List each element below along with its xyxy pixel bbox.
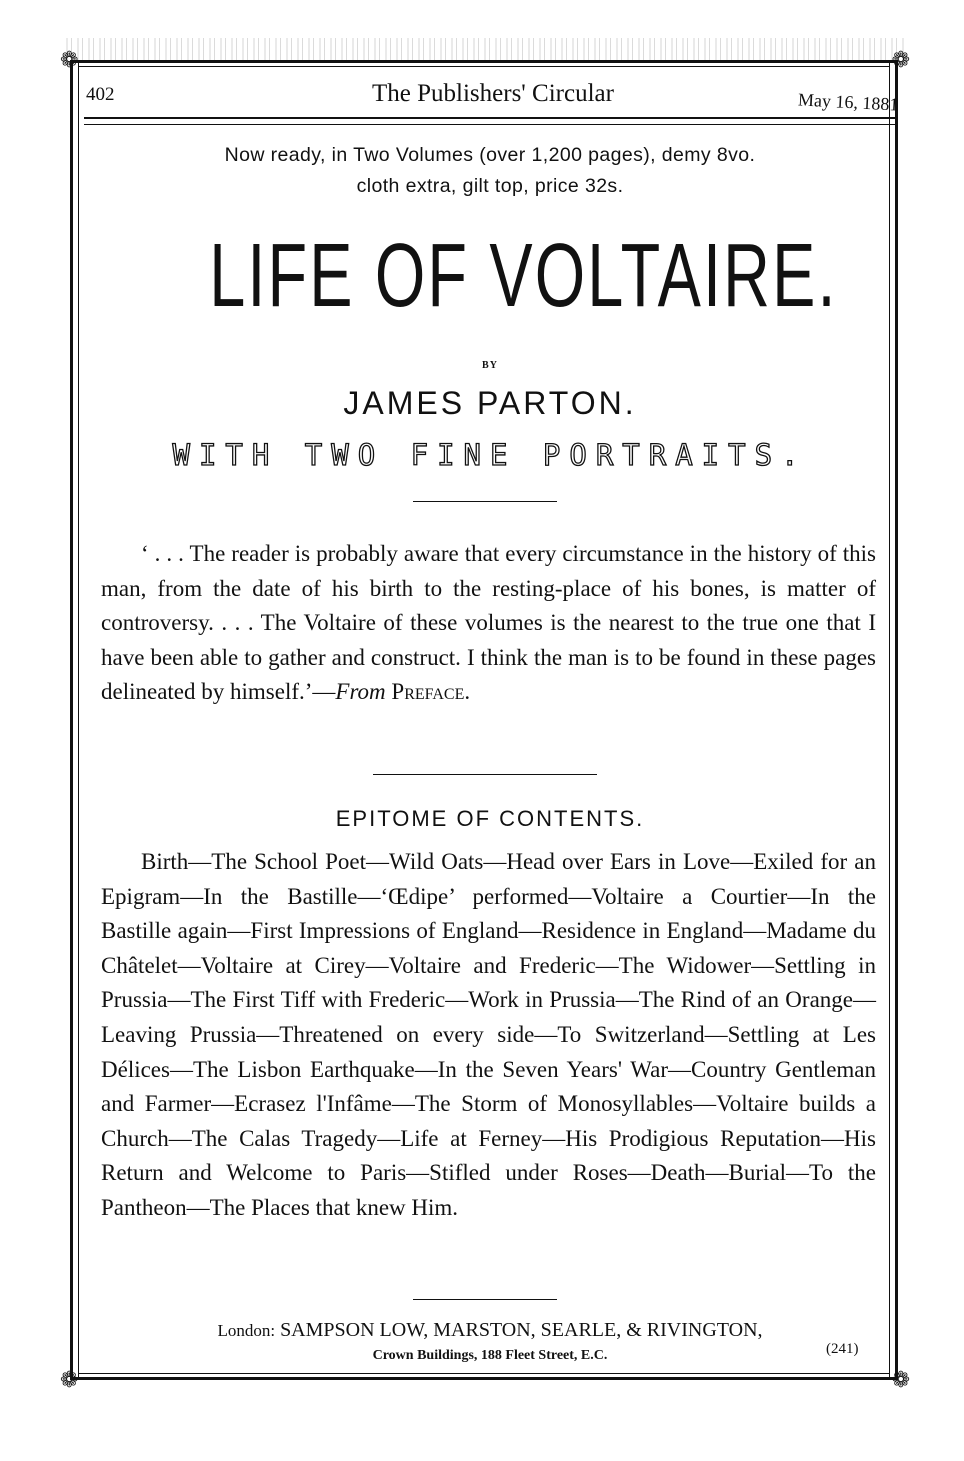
portraits-subtitle: WITH TWO FINE PORTRAITS. bbox=[172, 438, 808, 472]
advert-code: (241) bbox=[826, 1341, 859, 1357]
fleuron-icon: ❁ bbox=[891, 1368, 910, 1393]
page-number: 402 bbox=[86, 84, 115, 105]
divider bbox=[373, 774, 597, 775]
journal-title: The Publishers' Circular bbox=[372, 80, 614, 107]
publisher-label: London: bbox=[217, 1321, 276, 1340]
divider bbox=[413, 501, 557, 502]
fleuron-icon: ❁ bbox=[891, 48, 910, 73]
by-line: BY bbox=[482, 360, 498, 371]
issue-date: May 16, 1881 bbox=[797, 89, 899, 115]
header-rule bbox=[84, 117, 896, 119]
contents-text: Birth—The School Poet—Wild Oats—Head over Ears in Love—Exiled for an Epigram—In the Bastille—‘Œdipe’ performed—Voltaire a Courtier—In the Bastille again—First Impressions of England—Residence in England—Madame du Châtelet—Voltaire at Cirey—Voltaire and Frederic—The Widower—Settling in Prussia—The First Tiff with Frederic—Work in Prussia—The Rind of an Orange—Leaving Prussia—Threatened on every side—To Switzerland—Settling at Les Délices—The Lisbon Earthquake—In the Seven Years' War—Country Gentleman and Farmer—Ecrasez l'Infâme—The Storm of Monosyllables—Voltaire builds a Church—The Calas Tragedy—Life at Ferney—His Prodigious Reputation—His Return and Welcome to Paris—Stifled under Roses—Death—Burial—To the Pantheon—The Places that knew Him. bbox=[101, 849, 876, 1220]
divider bbox=[413, 1299, 557, 1300]
binding-price-notice: cloth extra, gilt top, price 32s. bbox=[356, 175, 624, 197]
contents-heading: EPITOME OF CONTENTS. bbox=[335, 806, 645, 831]
header-rule bbox=[84, 124, 896, 125]
running-header bbox=[86, 80, 900, 115]
quote-text: ‘ . . . The reader is probably aware that every circumstance in the history of this man, from the date of his birth to the resting-place of his bones, is matter of controversy. . . . The Voltaire of these volumes is the nearest to the true one that I have been able to gather and construct. I think the man is to be found in these pages delineated by himself.’— bbox=[101, 541, 876, 705]
publisher-line bbox=[84, 1319, 896, 1342]
preface-quote bbox=[101, 537, 876, 710]
contents-list bbox=[101, 845, 876, 1226]
publisher-address: Crown Buildings, 188 Fleet Street, E.C. bbox=[372, 1348, 608, 1363]
fleuron-icon: ❁ bbox=[60, 1368, 79, 1393]
book-title: LIFE OF VOLTAIRE. bbox=[209, 226, 838, 326]
author-name: JAMES PARTON. bbox=[343, 385, 637, 421]
fleuron-icon: ❁ bbox=[60, 48, 79, 73]
publisher-name: SAMPSON LOW, MARSTON, SEARLE, & RIVINGTON, bbox=[280, 1319, 763, 1341]
quote-source-prefix: From bbox=[335, 679, 386, 705]
quote-source: Preface. bbox=[391, 679, 471, 705]
availability-notice: Now ready, in Two Volumes (over 1,200 pages), demy 8vo. bbox=[224, 144, 756, 166]
